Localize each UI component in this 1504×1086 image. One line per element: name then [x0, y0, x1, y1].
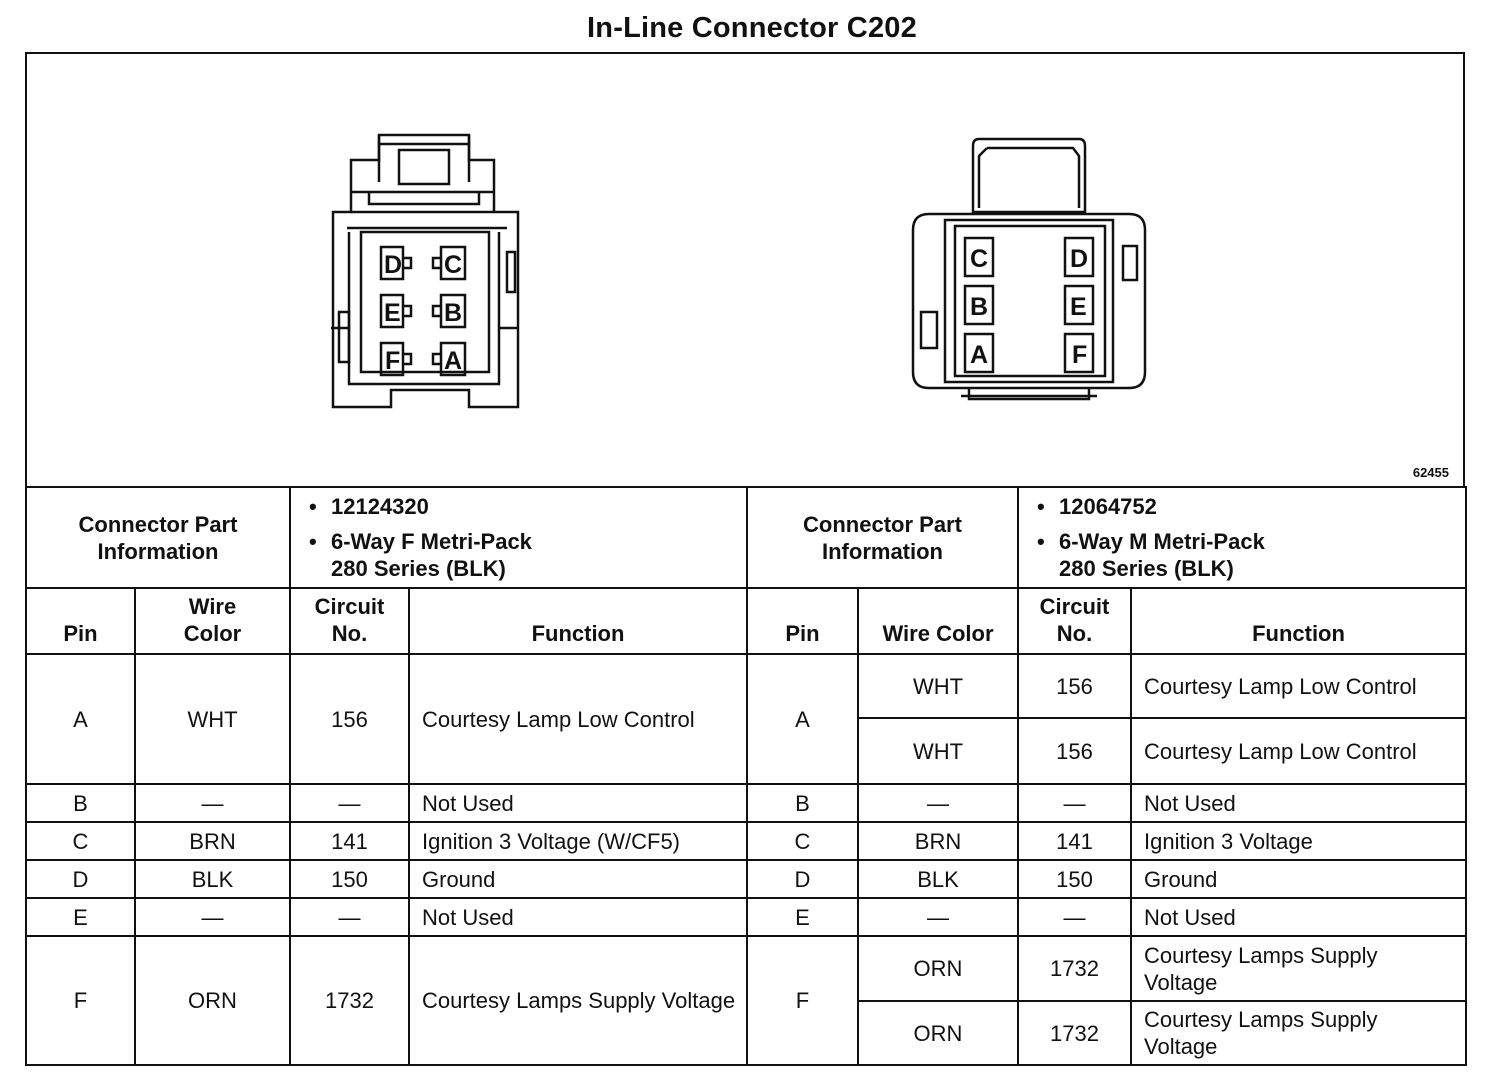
- pin-label: E: [1070, 293, 1087, 321]
- header-circuit: Circuit No.: [1018, 588, 1131, 654]
- table-row: [26, 784, 1466, 822]
- wire-color-cell: —: [858, 898, 1018, 936]
- wire-color-cell: —: [858, 784, 1018, 822]
- wire-color-cell: ORN: [135, 936, 290, 1065]
- function-cell: Courtesy Lamp Low Control: [409, 654, 747, 784]
- header-pin: Pin: [26, 588, 135, 654]
- pin-label: A: [444, 347, 463, 375]
- circuit-cell: 156: [1018, 654, 1131, 718]
- pin-cell: C: [747, 822, 858, 860]
- pin-cell: E: [26, 898, 135, 936]
- header-function: Function: [409, 588, 747, 654]
- header-pin: Pin: [747, 588, 858, 654]
- circuit-cell: —: [1018, 784, 1131, 822]
- header-function: Function: [1131, 588, 1466, 654]
- circuit-cell: 141: [1018, 822, 1131, 860]
- circuit-cell: —: [290, 784, 409, 822]
- pinout-table: [25, 486, 1467, 1066]
- female-connector-drawing: [329, 132, 525, 412]
- figure-id: 62455: [1412, 465, 1449, 480]
- function-cell: Ignition 3 Voltage: [1131, 822, 1466, 860]
- circuit-cell: 156: [1018, 718, 1131, 784]
- wire-color-cell: WHT: [858, 718, 1018, 784]
- connector-illustration-panel: [25, 52, 1465, 488]
- pin-cell: B: [747, 784, 858, 822]
- connector-info-row: [26, 487, 1466, 588]
- wire-color-cell: —: [135, 898, 290, 936]
- pin-label: B: [970, 293, 989, 321]
- function-cell: Courtesy Lamps Supply Voltage: [1131, 1001, 1466, 1065]
- pin-label: F: [385, 347, 401, 375]
- wire-color-cell: ORN: [858, 1001, 1018, 1065]
- circuit-cell: 1732: [1018, 1001, 1131, 1065]
- connector-info-label: Connector Part Information: [26, 487, 290, 588]
- wire-color-cell: BRN: [135, 822, 290, 860]
- circuit-cell: —: [290, 898, 409, 936]
- pin-cell: A: [26, 654, 135, 784]
- pin-cell: A: [747, 654, 858, 784]
- male-connector-drawing: [909, 134, 1149, 414]
- wire-color-cell: BLK: [858, 860, 1018, 898]
- table-row: [26, 936, 1466, 1001]
- circuit-cell: 1732: [1018, 936, 1131, 1001]
- diagram-title: In-Line Connector C202: [587, 12, 917, 44]
- connector-info-details: • 12124320 • 6-Way F Metri-Pack 280 Series (BLK): [290, 487, 747, 588]
- circuit-cell: 141: [290, 822, 409, 860]
- function-cell: Courtesy Lamps Supply Voltage: [1131, 936, 1466, 1001]
- wire-color-cell: —: [135, 784, 290, 822]
- wire-color-cell: WHT: [135, 654, 290, 784]
- pin-cell: E: [747, 898, 858, 936]
- pin-label: E: [384, 299, 401, 327]
- pin-cell: F: [747, 936, 858, 1065]
- pin-cell: C: [26, 822, 135, 860]
- function-cell: Not Used: [1131, 784, 1466, 822]
- pin-label: D: [1070, 245, 1089, 273]
- function-cell: Ignition 3 Voltage (W/CF5): [409, 822, 747, 860]
- function-cell: Not Used: [409, 784, 747, 822]
- function-cell: Courtesy Lamp Low Control: [1131, 654, 1466, 718]
- connector-info-details: • 12064752 • 6-Way M Metri-Pack 280 Series (BLK): [1018, 487, 1466, 588]
- pin-cell: F: [26, 936, 135, 1065]
- pin-label: C: [444, 251, 463, 279]
- table-row: [26, 898, 1466, 936]
- pin-label: B: [444, 299, 463, 327]
- column-header-row: [26, 588, 1466, 654]
- circuit-cell: 156: [290, 654, 409, 784]
- function-cell: Not Used: [1131, 898, 1466, 936]
- table-row: [26, 654, 1466, 718]
- function-cell: Not Used: [409, 898, 747, 936]
- pin-cell: D: [747, 860, 858, 898]
- circuit-cell: 150: [290, 860, 409, 898]
- wire-color-cell: ORN: [858, 936, 1018, 1001]
- wire-color-cell: BRN: [858, 822, 1018, 860]
- pin-cell: B: [26, 784, 135, 822]
- pin-label: F: [1072, 341, 1088, 369]
- header-wire-color: Wire Color: [135, 588, 290, 654]
- pin-label: A: [970, 341, 989, 369]
- circuit-cell: 150: [1018, 860, 1131, 898]
- wire-color-cell: WHT: [858, 654, 1018, 718]
- wire-color-cell: BLK: [135, 860, 290, 898]
- table-row: [26, 860, 1466, 898]
- header-circuit: Circuit No.: [290, 588, 409, 654]
- function-cell: Courtesy Lamps Supply Voltage: [409, 936, 747, 1065]
- function-cell: Courtesy Lamp Low Control: [1131, 718, 1466, 784]
- pin-cell: D: [26, 860, 135, 898]
- pin-label: C: [970, 245, 989, 273]
- circuit-cell: 1732: [290, 936, 409, 1065]
- circuit-cell: —: [1018, 898, 1131, 936]
- pin-label: D: [384, 251, 403, 279]
- function-cell: Ground: [409, 860, 747, 898]
- connector-info-label: Connector Part Information: [747, 487, 1018, 588]
- header-wire-color: Wire Color: [858, 588, 1018, 654]
- function-cell: Ground: [1131, 860, 1466, 898]
- table-row: [26, 822, 1466, 860]
